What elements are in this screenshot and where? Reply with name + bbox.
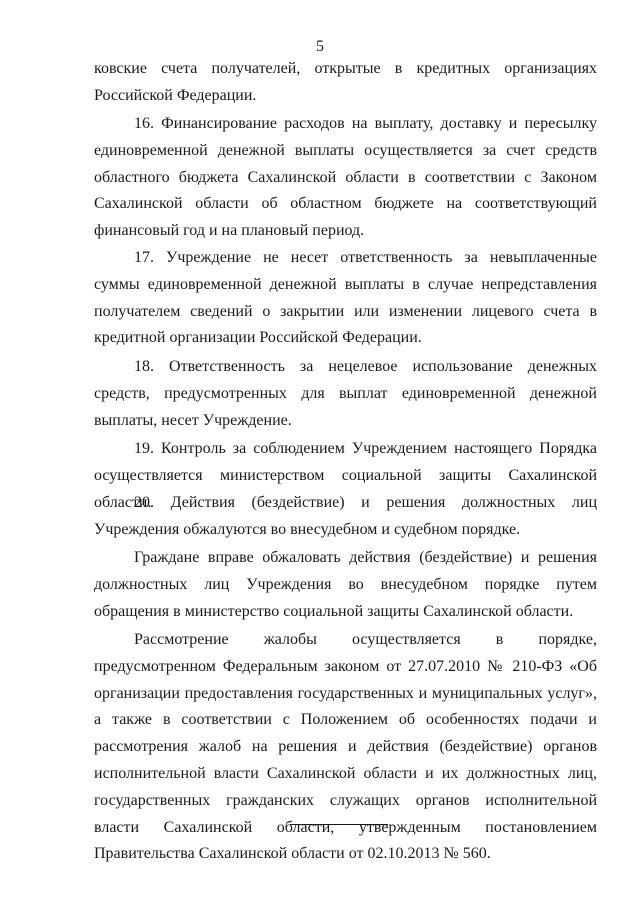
paragraph-16: 16. Финансирование расходов на выплату, доставку и пересылку единовременной денежной выплаты осуществляется за счет средств областного бюджета Сахалинской области в соответствии с Законом Сахалинской области об областном бюджете на соответствующий финансовый год и на плановый период.	[94, 115, 597, 240]
end-separator-line	[290, 824, 388, 825]
paragraph-citizens-appeal: Граждане вправе обжаловать действия (бездействие) и решения должностных лиц Учреждения во внесудебном порядке путем обращения в министерство социальной защиты Сахалинской области.	[94, 549, 597, 620]
page-number: 5	[316, 38, 324, 55]
paragraph-complaint-review: Рассмотрение жалобы осуществляется в порядке, предусмотренном Федеральным законом от 27.07.2010 № 210-ФЗ «Об организации предоставления государственных и муниципальных услуг», а также в соответствии с Положением об особенностях подачи и рассмотрения жалоб на решения и действия (бездействие) органов исполнительной власти Сахалинской области и их должностных лиц, государственных гражданских служащих органов исполнительной власти Сахалинской области, утвержденным постановлением Правительства Сахалинской области от 02.10.2013 № 560.	[94, 631, 597, 863]
paragraph-19: 19. Контроль за соблюдением Учреждением настоящего Порядка осуществляется министерством социальной защиты Сахалинской области.	[94, 440, 597, 511]
paragraph-18: 18. Ответственность за нецелевое использование денежных средств, предусмотренных для выплат единовременной денежной выплаты, несет Учреждение.	[94, 358, 597, 429]
paragraph-17: 17. Учреждение не несет ответственность за невыплаченные суммы единовременной денежной выплаты в случае непредставления получателем сведений о закрытии или изменении лицевого счета в кредитной организации Российской Федерации.	[94, 249, 597, 347]
paragraph-continuation: ковские счета получателей, открытые в кредитных организациях Российской Федерации.	[94, 60, 597, 104]
paragraph-20: 20. Действия (бездействие) и решения должностных лиц Учреждения обжалуются во внесудебном и судебном порядке.	[94, 494, 597, 538]
